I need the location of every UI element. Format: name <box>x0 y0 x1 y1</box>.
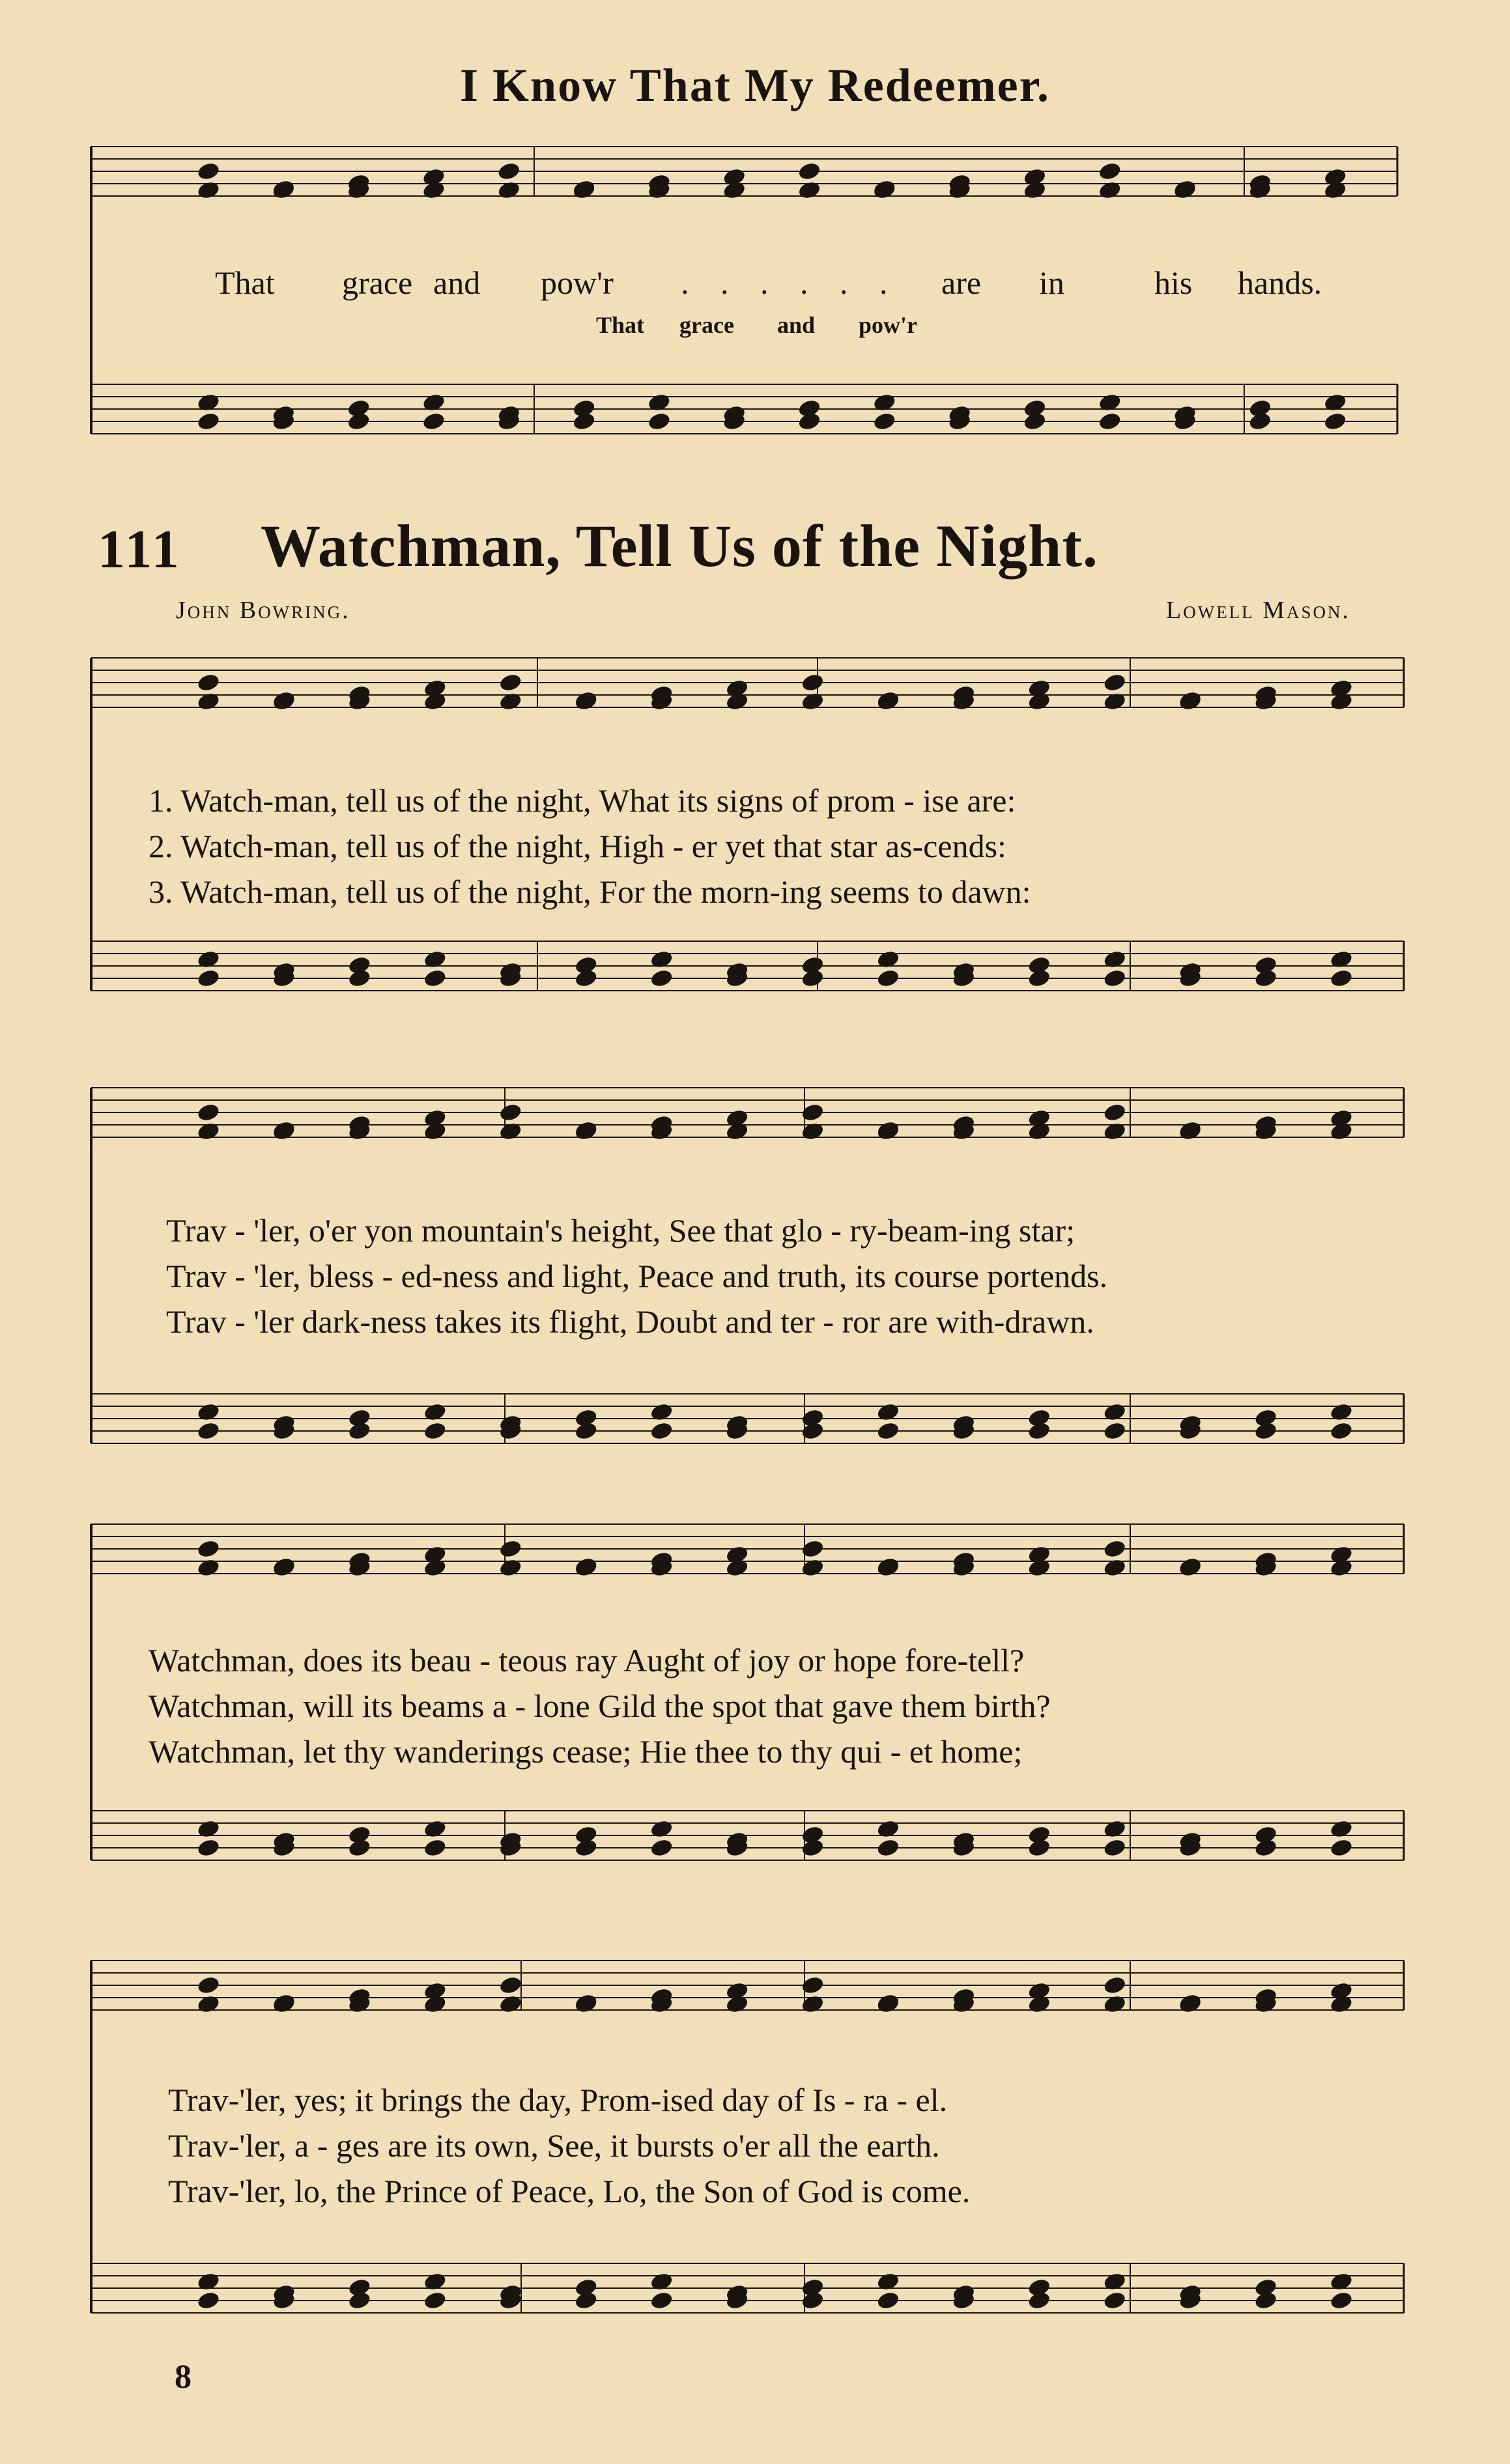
author: John Bowring. <box>176 597 350 624</box>
system-4-treble-alto-note <box>196 1994 221 2015</box>
system-2-bass-low-note <box>423 1421 448 1441</box>
system-3-treble-alto-note <box>498 1557 523 1578</box>
system-2-treble-alto-note <box>1027 1121 1052 1142</box>
prev-system-treble-alto-note <box>1173 180 1197 201</box>
system-3-bass-low-note <box>876 1837 901 1858</box>
system-3-verse-1: Watchman, does its beau - teous ray Aught of joy or hope fore-tell? <box>149 1642 1025 1678</box>
prev-system-bass-note <box>1323 392 1348 413</box>
system-2-treble-alto-note <box>196 1121 221 1142</box>
prev-system-bass-low-note <box>1248 411 1273 432</box>
system-4-treble-note <box>196 1975 221 1996</box>
system-4-bass-low-note <box>1027 2290 1052 2311</box>
prev-system-treble-note <box>496 161 521 182</box>
system-1-treble-note <box>498 672 523 693</box>
system-3-treble-alto-note <box>574 1557 599 1578</box>
system-2-bass-note <box>876 1402 901 1423</box>
system-4-treble-alto-note <box>498 1994 523 2015</box>
system-2-treble-alto-note <box>1102 1121 1127 1142</box>
system-4-treble-alto-note <box>876 1994 901 2015</box>
system-3-bass-note <box>196 1819 221 1839</box>
system-3-verse-2: Watchman, will its beams a - lone Gild the spot that gave them birth? <box>149 1688 1051 1724</box>
system-3-bass-low-note <box>574 1837 599 1858</box>
system-3-verse-3: Watchman, let thy wanderings cease; Hie thee to thy qui - et home; <box>149 1733 1023 1770</box>
system-1-bass-note <box>196 949 221 970</box>
system-2-bass-low-note <box>1102 1421 1127 1441</box>
system-4-treble-alto-note <box>272 1994 296 2015</box>
prev-bass-lyric-2: grace <box>679 312 734 338</box>
system-1-treble-alto-note <box>725 691 750 712</box>
system-2-verse-1: Trav - 'ler, o'er yon mountain's height, See that glo - ry-beam-ing star; <box>166 1212 1076 1249</box>
system-4-treble-alto-note <box>1178 1994 1203 2015</box>
system-2-bass-low-note <box>649 1421 674 1441</box>
system-2-treble-alto-note <box>498 1121 523 1142</box>
system-3-treble-note <box>196 1538 221 1559</box>
system-1-bass-note <box>1102 949 1127 970</box>
system-1-bass-note <box>649 949 674 970</box>
system-1-treble-alto-note <box>272 691 296 712</box>
prev-lyric-1: That <box>215 264 275 301</box>
system-1-treble-alto-note <box>876 691 901 712</box>
prev-system-bass-low-note <box>647 411 672 432</box>
system-4-bass-low-note <box>876 2290 901 2311</box>
system-1-treble-alto-note <box>1329 691 1354 712</box>
system-2-bass-note <box>1329 1402 1354 1423</box>
prev-system-treble-alto-note <box>1098 180 1122 201</box>
system-1-bass-low-note <box>1253 968 1278 989</box>
prev-system-bass-low-note <box>1098 411 1122 432</box>
system-4-verse-2: Trav-'ler, a - ges are its own, See, it bursts o'er all the earth. <box>168 2127 940 2164</box>
prev-system-bass-low-note <box>421 411 446 432</box>
system-1-bass-low-note <box>1329 968 1354 989</box>
system-4-bass-low-note <box>574 2290 599 2311</box>
prev-system-bass-low-note <box>1323 411 1348 432</box>
system-2-bass-note <box>649 1402 674 1423</box>
system-3-bass-low-note <box>1253 1837 1278 1858</box>
system-1-bass-low-note <box>347 968 372 989</box>
system-1-bass-low-note <box>801 968 825 989</box>
system-2-treble-alto-note <box>1178 1121 1203 1142</box>
system-2-bass-low-note <box>347 1421 372 1441</box>
system-1-treble-alto-note <box>1178 691 1203 712</box>
system-3-treble-alto-note <box>1027 1557 1052 1578</box>
system-1-treble-alto-note <box>196 691 221 712</box>
system-1-bass-low-note <box>876 968 901 989</box>
system-3-bass-note <box>876 1819 901 1839</box>
system-3-treble-alto-note <box>272 1557 296 1578</box>
system-3-bass-note <box>1102 1819 1127 1839</box>
system-4-bass-note <box>1102 2271 1127 2292</box>
system-4-bass-low-note <box>1102 2290 1127 2311</box>
system-3-bass-note <box>423 1819 448 1839</box>
system-4-bass-low-note <box>1253 2290 1278 2311</box>
prev-system-treble-note <box>797 161 822 182</box>
system-1-treble-alto-note <box>801 691 825 712</box>
system-3-bass-low-note <box>347 1837 372 1858</box>
system-2-treble-alto-note <box>574 1121 599 1142</box>
system-2-bass-low-note <box>196 1421 221 1441</box>
system-3-treble-alto-note <box>1329 1557 1354 1578</box>
system-4-treble-alto-note <box>1102 1994 1127 2015</box>
prev-system-treble-alto-note <box>1023 180 1047 201</box>
prev-system-treble-alto-note <box>496 180 521 201</box>
system-4-verse-1: Trav-'ler, yes; it brings the day, Prom-ised day of Is - ra - el. <box>168 2082 948 2118</box>
system-1-treble-alto-note <box>423 691 448 712</box>
system-2-bass-low-note <box>574 1421 599 1441</box>
system-4-treble-alto-note <box>725 1994 750 2015</box>
system-3-bass-low-note <box>1102 1837 1127 1858</box>
prev-system-treble-alto-note <box>272 180 296 201</box>
system-1-treble-alto-note <box>498 691 523 712</box>
system-2-treble-note <box>1102 1102 1127 1123</box>
prev-system-bass-low-note <box>572 411 597 432</box>
system-2-bass-low-note <box>876 1421 901 1441</box>
system-1-treble-alto-note <box>574 691 599 712</box>
system-1-bass-low-note <box>1027 968 1052 989</box>
system-2-treble-note <box>498 1102 523 1123</box>
prev-system-bass-note <box>872 392 897 413</box>
system-4-treble-alto-note <box>1329 1994 1354 2015</box>
prev-bass-lyric-3: and <box>777 312 816 338</box>
system-1-bass-low-note <box>423 968 448 989</box>
system-1-treble-alto-note <box>1102 691 1127 712</box>
system-3-bass-note <box>649 1819 674 1839</box>
prev-system-bass-note <box>1098 392 1122 413</box>
prev-system-treble-note <box>1098 161 1122 182</box>
prev-system-bass-low-note <box>797 411 822 432</box>
system-4-treble-alto-note <box>1027 1994 1052 2015</box>
system-1-bass-note <box>1329 949 1354 970</box>
prev-system-bass-note <box>196 392 221 413</box>
system-3-treble-note <box>498 1538 523 1559</box>
page-number: 8 <box>175 2358 192 2396</box>
previous-hymn-title: I Know That My Redeemer. <box>460 59 1050 111</box>
system-4-bass-note <box>196 2271 221 2292</box>
system-1-bass-note <box>423 949 448 970</box>
system-4-bass-note <box>876 2271 901 2292</box>
system-4-bass-note <box>423 2271 448 2292</box>
system-4-treble-note <box>1102 1975 1127 1996</box>
system-2-treble-note <box>196 1102 221 1123</box>
system-4-bass-low-note <box>649 2290 674 2311</box>
system-3-bass-low-note <box>1329 1837 1354 1858</box>
system-2-bass-low-note <box>1253 1421 1278 1441</box>
system-2-treble-alto-note <box>1329 1121 1354 1142</box>
system-4-bass-low-note <box>1329 2290 1354 2311</box>
system-1-treble-note <box>196 672 221 693</box>
system-4-treble-alto-note <box>574 1994 599 2015</box>
prev-lyric-3: and <box>433 264 481 301</box>
system-3-bass-note <box>1329 1819 1354 1839</box>
system-1-bass-low-note <box>574 968 599 989</box>
system-3-treble-alto-note <box>1178 1557 1203 1578</box>
prev-system-treble-alto-note <box>1323 180 1348 201</box>
system-3-treble-alto-note <box>1102 1557 1127 1578</box>
prev-lyric-4: pow'r <box>541 264 614 301</box>
prev-system-bass-low-note <box>872 411 897 432</box>
system-3-bass-low-note <box>196 1837 221 1858</box>
system-4-bass-note <box>649 2271 674 2292</box>
system-2-verse-3: Trav - 'ler dark-ness takes its flight, Doubt and ter - ror are with-drawn. <box>166 1303 1094 1340</box>
prev-bass-lyric-1: That <box>596 312 645 338</box>
system-4-treble-note <box>498 1975 523 1996</box>
system-2-bass-low-note <box>1027 1421 1052 1441</box>
system-3-treble-note <box>1102 1538 1127 1559</box>
system-4-bass-low-note <box>347 2290 372 2311</box>
system-1-verse-1: 1. Watch-man, tell us of the night, What its signs of prom - ise are: <box>149 782 1016 819</box>
prev-system-treble-alto-note <box>572 180 597 201</box>
prev-system-bass-low-note <box>347 411 371 432</box>
prev-system-treble-note <box>196 161 221 182</box>
prev-system-treble-alto-note <box>196 180 221 201</box>
system-1-verse-2: 2. Watch-man, tell us of the night, High - er yet that star as-cends: <box>149 828 1006 864</box>
system-2-treble-alto-note <box>876 1121 901 1142</box>
composer: Lowell Mason. <box>1166 597 1350 624</box>
system-2-treble-alto-note <box>272 1121 296 1142</box>
prev-system-treble-alto-note <box>797 180 822 201</box>
system-3-treble-alto-note <box>876 1557 901 1578</box>
prev-system-treble-alto-note <box>421 180 446 201</box>
prev-lyric-5: . . . . . . <box>681 264 900 301</box>
system-1-bass-low-note <box>649 968 674 989</box>
system-2-verse-2: Trav - 'ler, bless - ed-ness and light, Peace and truth, its course portends. <box>166 1258 1108 1294</box>
prev-system-treble-alto-note <box>722 180 747 201</box>
prev-system-bass-low-note <box>1023 411 1047 432</box>
prev-lyric-2: grace <box>342 264 413 301</box>
system-2-bass-note <box>1102 1402 1127 1423</box>
prev-lyric-9: hands. <box>1238 264 1322 301</box>
prev-lyric-8: his <box>1154 264 1193 301</box>
system-3-treble-alto-note <box>423 1557 448 1578</box>
prev-system-bass-low-note <box>196 411 221 432</box>
system-1-treble-note <box>801 672 825 693</box>
system-2-bass-note <box>423 1402 448 1423</box>
system-1-treble-alto-note <box>1027 691 1052 712</box>
system-3-treble-alto-note <box>196 1557 221 1578</box>
system-3-treble-alto-note <box>725 1557 750 1578</box>
system-2-treble-alto-note <box>423 1121 448 1142</box>
system-2-bass-note <box>196 1402 221 1423</box>
system-1-verse-3: 3. Watch-man, tell us of the night, For the morn-ing seems to dawn: <box>149 873 1031 910</box>
system-1-bass-low-note <box>196 968 221 989</box>
system-1-bass-note <box>876 949 901 970</box>
system-4-verse-3: Trav-'ler, lo, the Prince of Peace, Lo, the Son of God is come. <box>168 2173 971 2209</box>
prev-lyric-7: in <box>1039 264 1064 301</box>
prev-bass-lyric-4: pow'r <box>859 312 917 338</box>
hymn-number: 111 <box>98 519 182 580</box>
system-1-treble-note <box>1102 672 1127 693</box>
system-3-bass-low-note <box>423 1837 448 1858</box>
prev-system-bass-note <box>421 392 446 413</box>
system-4-bass-low-note <box>423 2290 448 2311</box>
system-4-treble-alto-note <box>423 1994 448 2015</box>
prev-system-bass-note <box>647 392 672 413</box>
prev-lyric-6: are <box>941 264 982 301</box>
system-2-bass-low-note <box>1329 1421 1354 1441</box>
system-3-bass-low-note <box>1027 1837 1052 1858</box>
hymn-title: Watchman, Tell Us of the Night. <box>261 513 1098 579</box>
system-3-bass-low-note <box>649 1837 674 1858</box>
system-4-bass-low-note <box>196 2290 221 2311</box>
system-4-bass-note <box>1329 2271 1354 2292</box>
prev-system-treble-alto-note <box>872 180 897 201</box>
system-2-treble-alto-note <box>725 1121 750 1142</box>
system-1-bass-low-note <box>1102 968 1127 989</box>
